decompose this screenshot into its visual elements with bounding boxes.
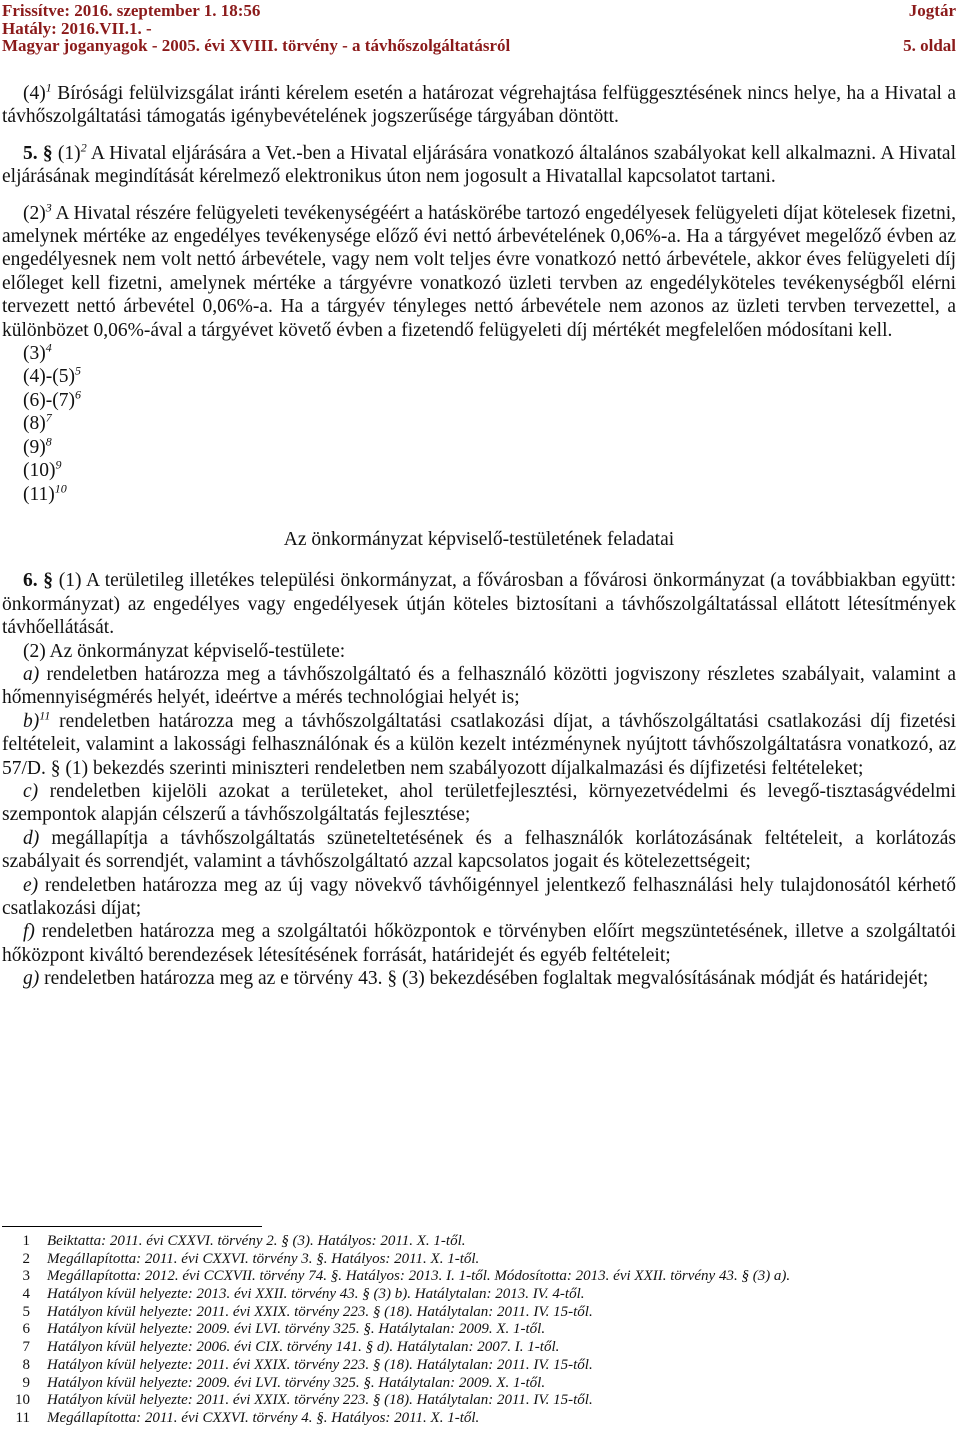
- document-body: [2, 82, 956, 991]
- section-5-paragraph-1: [2, 142, 956, 189]
- footnote-number: 2: [22, 1250, 30, 1267]
- footnote-text: Megállapította: 2011. évi CXXVI. törvény 4. §. Hatályos: 2011. X. 1-től.: [47, 1409, 480, 1426]
- paragraph-number: (1): [52, 142, 81, 164]
- paragraph-number: (4): [23, 83, 46, 104]
- footnote-text: Hatályon kívül helyezte: 2011. évi XXIX. törvény 223. § (18). Hatálytalan: 2011. IV. 15-től.: [47, 1356, 593, 1373]
- footnote-text: Megállapította: 2012. évi CCXVII. törvény 74. §. Hatályos: 2013. I. 1-től. Módosította: 2013. évi XXII. törvény 43. § (3) a).: [47, 1268, 791, 1285]
- footnote-ref[interactable]: 7: [45, 410, 52, 425]
- footnote-divider: [2, 1226, 262, 1227]
- point-item: [2, 710, 956, 780]
- header-effective: Hatály: 2016.VII.1. -: [2, 19, 152, 38]
- footnote-ref[interactable]: 4: [45, 340, 52, 355]
- header-updated: Frissítve: 2016. szeptember 1. 18:56: [2, 1, 261, 20]
- point-letter: c): [23, 780, 39, 802]
- footnote-ref[interactable]: 1: [45, 80, 52, 95]
- footnote-text: Hatályon kívül helyezte: 2009. évi LVI. törvény 325. §. Hatálytalan: 2009. X. 1-től.: [47, 1374, 546, 1391]
- header-law-title: Magyar joganyagok - 2005. évi XVIII. törvény - a távhőszolgáltatásról: [2, 36, 511, 55]
- paragraph-number: (2): [23, 202, 46, 224]
- footnote-ref[interactable]: 9: [55, 457, 62, 472]
- point-item: [2, 663, 956, 710]
- footnote-number: 8: [22, 1356, 30, 1373]
- footnote-text: Hatályon kívül helyezte: 2011. évi XXIX. törvény 223. § (18). Hatálytalan: 2011. IV. 15-től.: [47, 1392, 593, 1409]
- paragraph-4: [2, 82, 956, 129]
- footnote-number: 1: [22, 1233, 30, 1249]
- point-item: [2, 967, 956, 990]
- footnote-number: 4: [22, 1286, 30, 1303]
- footnote-number: 11: [15, 1409, 30, 1426]
- footnote-text: Hatályon kívül helyezte: 2013. évi XXII. törvény 43. § (3) b). Hatálytalan: 2013. IV. 4-től.: [47, 1286, 585, 1303]
- section-number: 5.: [23, 142, 43, 164]
- footnote-ref[interactable]: 3: [45, 200, 52, 215]
- repealed-item: $(3)^4$: [23, 340, 52, 365]
- point-item: [2, 874, 956, 921]
- footnote-ref[interactable]: 2: [80, 140, 87, 155]
- point-letter: b): [23, 710, 40, 732]
- point-text: rendeletben határozza meg az e törvény 43. § (3) bekezdésében foglaltak megvalósításának módját és határidejét;: [39, 968, 929, 990]
- footnote-number: 10: [15, 1392, 30, 1409]
- repealed-item: $(9)^8$: [23, 434, 52, 458]
- point-item: [2, 780, 956, 827]
- footnote-text: Hatályon kívül helyezte: 2009. évi LVI. törvény 325. §. Hatálytalan: 2009. X. 1-től.: [47, 1321, 546, 1338]
- footnote-text: Hatályon kívül helyezte: 2006. évi CIX. törvény 141. § d). Hatálytalan: 2007. I. 1-től.: [47, 1339, 560, 1356]
- point-item: [2, 920, 956, 967]
- point-letter: g): [23, 968, 40, 990]
- point-text: rendeletben kijelöli azokat a területeket, ahol területfejlesztési, környezetvédelmi és levegő-tisztaságvédelmi szempontok alapján célszerű a távhőszolgáltatás fejlesztése;: [2, 780, 956, 826]
- point-list: [2, 663, 956, 991]
- point-text: rendeletben határozza meg a távhőszolgáltatási csatlakozási díjat, a távhőszolgáltatási csatlakozási díj fizetési feltételeit, valamint a lakossági felhasználónak és a külön kezelt intézménynek nyújtott távhőszolgáltatásra vonatkozó, az 57/D. § (1) bekezdés szerinti miniszteri rendeletben nem szabályozott díjalkalmazási és díjfizetési feltételeket;: [2, 710, 956, 779]
- repealed-item: $(10)^9$: [23, 457, 62, 482]
- footnote-number: 7: [22, 1339, 30, 1356]
- repealed-item: $(11)^{10}$: [23, 481, 67, 505]
- footnote-number: 6: [22, 1321, 30, 1338]
- paragraph-text: (1) A területileg illetékes települési önkormányzat, a fővárosban a fővárosi önkormányzat (a továbbiakban együtt: önkormányzat) az engedélyes vagy engedélyesek útján köteles biztosítani a távhőszolgáltatással ellátott létesítmények távhőellátását.: [2, 570, 956, 639]
- page-header: [0, 0, 960, 56]
- header-page-number: 5. oldal: [903, 36, 956, 55]
- chapter-title: Az önkormányzat képviselő-testületének feladatai: [283, 528, 675, 550]
- footnote-number: 5: [22, 1303, 30, 1320]
- section-6-paragraph-1: [2, 569, 956, 639]
- section-6-paragraph-2: (2) Az önkormányzat képviselő-testülete:: [23, 640, 346, 662]
- footnote-ref[interactable]: 6: [74, 387, 81, 402]
- paragraph-text: A Hivatal eljárására a Vet.-ben a Hivatal eljárására vonatkozó általános szabályokat kell alkalmazni. A Hivatal eljárásának megindítását kérelmező elektronikus úton nem jogosult a Hivatallal kapcsolatot tartani.: [2, 142, 956, 188]
- footnote-text: Hatályon kívül helyezte: 2011. évi XXIX. törvény 223. § (18). Hatálytalan: 2011. IV. 15-től.: [47, 1303, 593, 1320]
- repealed-item: $(4)-(5)^5$: [23, 363, 81, 388]
- footnote-ref[interactable]: 8: [45, 434, 52, 449]
- footnote-text: Megállapította: 2011. évi CXXVI. törvény 3. §. Hatályos: 2011. X. 1-től.: [47, 1250, 480, 1267]
- section-5-paragraph-2: [2, 202, 956, 342]
- point-item: [2, 827, 956, 874]
- repealed-item: $(8)^7$: [23, 410, 52, 435]
- point-text: megállapítja a távhőszolgáltatás szüneteltetésének és a felhasználók korlátozásának feltételeit, a korlátozás szabályait és sorrendjét, valamint a távhőszolgáltató azzal kapcsolatos jogait és kötelezettségeit;: [2, 827, 956, 873]
- point-letter: f): [23, 921, 35, 943]
- paragraph-text: Bírósági felülvizsgálat iránti kérelem esetén a határozat végrehajtása felfüggesztésének nincs helye, ha a Hivatal a távhőszolgáltatási támogatás igénybevételének jogszerűsége tárgyában döntött.: [2, 83, 956, 128]
- point-text: rendeletben határozza meg a távhőszolgáltató és a felhasználó közötti jogviszony részletes szabályait, valamint a hőmennyiségmérés helyét, ideértve a mérés technológiai helyét is;: [2, 663, 956, 709]
- footnote-text: Beiktatta: 2011. évi CXXVI. törvény 2. § (3). Hatályos: 2011. X. 1-től.: [47, 1233, 466, 1249]
- repealed-paragraphs: [2, 342, 956, 506]
- point-text: rendeletben határozza meg a szolgáltatói hőközpontok e törvényben előírt megszüntetésének, illetve a szolgáltatói hőközpont kiváltó berendezések létesítésének forrását, határidejét és egyéb feltételeit;: [2, 921, 956, 966]
- section-sign: §: [42, 142, 53, 164]
- point-text: rendeletben határozza meg az új vagy növekvő távhőigénnyel jelentkező felhasználási hely tulajdonosától kérhető csatlakozási díjat;: [2, 874, 956, 919]
- section-sign: §: [43, 570, 54, 592]
- point-letter: a): [23, 663, 40, 685]
- footnote-number: 9: [22, 1374, 30, 1391]
- footnote-ref[interactable]: 11: [39, 708, 51, 723]
- footnote-number: 3: [22, 1268, 30, 1285]
- paragraph-text: A Hivatal részére felügyeleti tevékenységéért a hatáskörébe tartozó engedélyesek felügyeleti díjat kötelesek fizetni, amelynek mértéke az engedélyes tevékenysége előző évi nettó árbevételének 0,06%-a. Ha a tárgyévet megelőző évben az engedélyesnek nem volt nettó árbevétele, vagy nem volt teljes évre vonatkozó nettó árbevétele, akkor éves felügyeleti díj előleget kell fizetni, amelynek mértéke a tárgyévre vonatkozó üzleti tervben az engedélyköteles tevékenységből elérni tervezett nettó árbevétel 0,06%-a. Ha a tárgyév tényleges nettó árbevétele nem azonos az üzleti tervben tervezettel, a különbözet 0,06%-ával a tárgyévet követő évben a fizetendő felügyeleti díj mértékét megfelelően módosítani kell.: [2, 202, 956, 341]
- point-letter: d): [23, 827, 40, 849]
- footnote-ref[interactable]: 5: [74, 363, 81, 378]
- section-number: 6.: [23, 570, 44, 592]
- point-letter: e): [23, 874, 39, 896]
- footnote-ref[interactable]: 10: [54, 481, 67, 495]
- header-source: Jogtár: [908, 1, 956, 20]
- repealed-item: $(6)-(7)^6$: [23, 387, 81, 411]
